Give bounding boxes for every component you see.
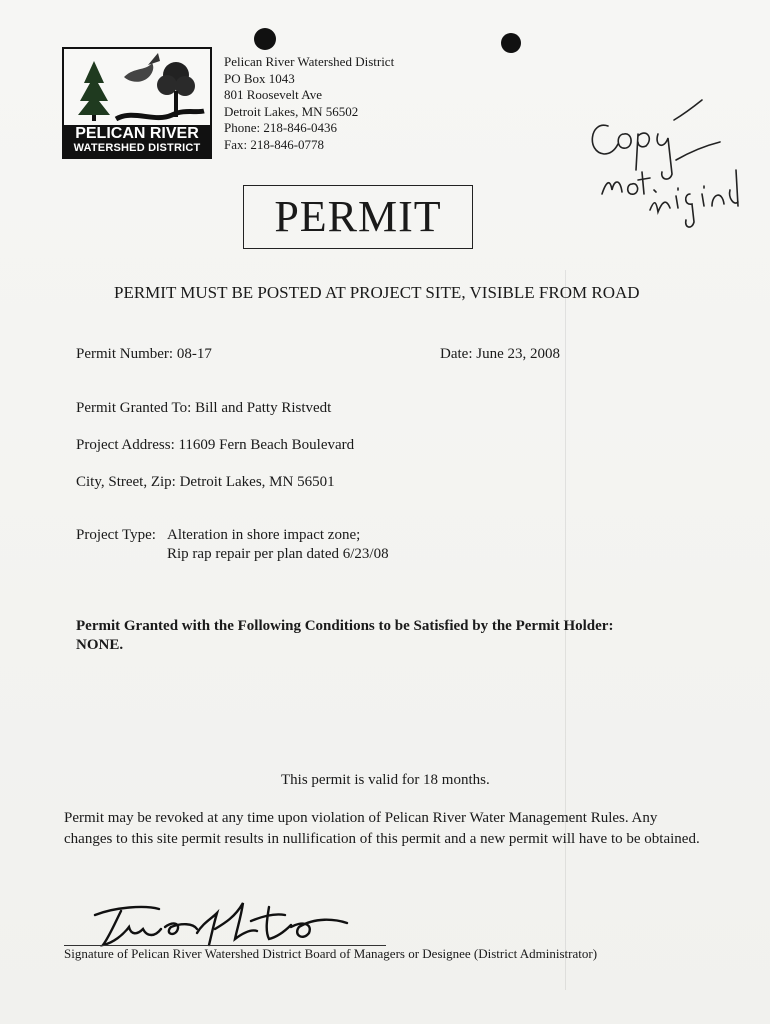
- address-org: Pelican River Watershed District: [224, 54, 395, 69]
- conditions-value: NONE.: [76, 637, 124, 653]
- address-city: Detroit Lakes, MN 56502: [224, 103, 359, 119]
- scan-fold-line: [565, 270, 566, 990]
- revocation-statement: Permit may be revoked at any time upon violation of Pelican River Water Management Rules. Any changes to this site permit results in nullification of this permit and a new permit will have to be obtained.: [64, 810, 700, 847]
- address-pobox: PO Box 1043: [224, 70, 295, 86]
- city-street-zip: City, Street, Zip: Detroit Lakes, MN 56501: [76, 474, 335, 490]
- validity-statement: This permit is valid for 18 months.: [281, 772, 490, 788]
- permit-conditions: [76, 617, 613, 655]
- logo-line-2: WATERSHED DISTRICT: [73, 142, 201, 154]
- signature-caption: Signature of Pelican River Watershed District Board of Managers or Designee (District Administrator): [64, 946, 598, 961]
- logo-line-1: PELICAN RIVER: [75, 125, 199, 142]
- logo-artwork: [64, 49, 210, 127]
- punch-hole-right: [501, 33, 521, 53]
- district-logo: [62, 47, 212, 159]
- handwritten-signature: [85, 893, 355, 953]
- project-type-line-1: Alteration in shore impact zone;: [167, 527, 361, 543]
- handwritten-note: [580, 90, 760, 240]
- project-type-line-2: Rip rap repair per plan dated 6/23/08: [167, 546, 389, 562]
- address-fax: Fax: 218-846-0778: [224, 136, 325, 152]
- project-address: Project Address: 11609 Fern Beach Boulevard: [76, 437, 355, 453]
- address-street: 801 Roosevelt Ave: [224, 87, 322, 102]
- permit-title: PERMIT: [243, 185, 473, 249]
- logo-text: [64, 125, 210, 157]
- address-phone: Phone: 218-846-0436: [224, 120, 338, 135]
- district-address: [224, 54, 394, 153]
- posting-instruction: PERMIT MUST BE POSTED AT PROJECT SITE, VISIBLE FROM ROAD: [114, 283, 640, 302]
- project-type-label: Project Type:: [76, 527, 156, 543]
- permit-granted-to: Permit Granted To: Bill and Patty Ristvedt: [76, 400, 332, 416]
- permit-date: Date: June 23, 2008: [440, 346, 560, 362]
- punch-hole-left: [254, 28, 276, 50]
- permit-number: Permit Number: 08-17: [76, 346, 212, 362]
- conditions-heading: Permit Granted with the Following Conditions to be Satisfied by the Permit Holder:: [76, 618, 614, 634]
